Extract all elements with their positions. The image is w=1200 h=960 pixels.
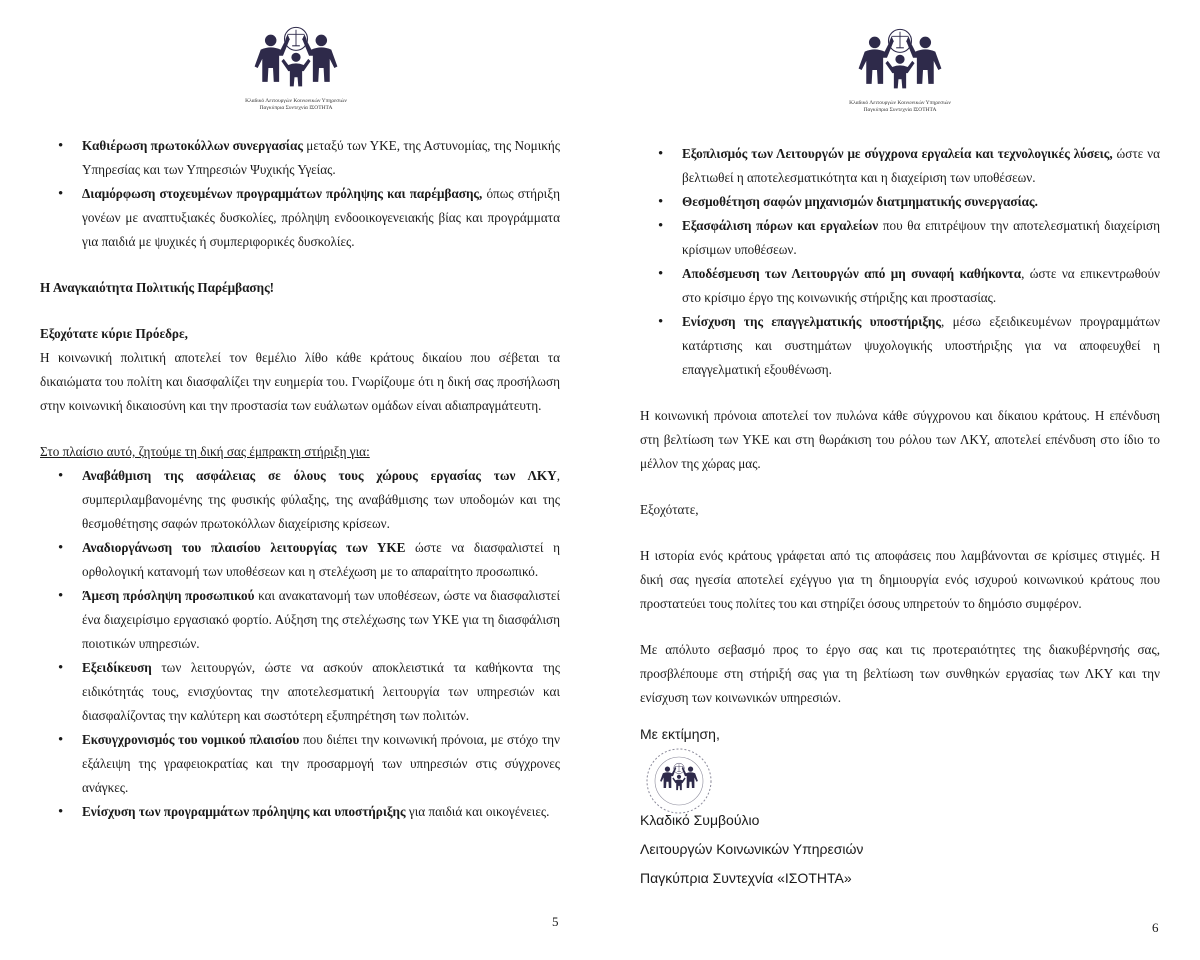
bullet-text: που θα επιτρέψουν την αποτελεσματική διαχείριση κρίσιμων υποθέσεων. [682,218,1160,257]
bullet-bold: Θεσμοθέτηση σαφών μηχανισμών διατμηματικής συνεργασίας. [682,194,1038,209]
closing: Με εκτίμηση, [640,726,720,742]
section-heading: Η Αναγκαιότητα Πολιτικής Παρέμβασης! [40,280,275,295]
bullet-text: ώστε να διασφαλιστεί η ορθολογική κατανομή των υποθέσεων και η στελέχωση με το απαραίτητο προσωπικό. [82,540,560,579]
bullet-bold: Αναδιοργάνωση του πλαισίου λειτουργίας των ΥΚΕ [82,540,406,555]
bullet-bold: Ενίσχυση της επαγγελματικής υποστήριξης [682,314,941,329]
list-item [640,214,1160,262]
bullet-text: , ώστε να επικεντρωθούν στο κρίσιμο έργο της κοινωνικής στήριξης και προστασίας. [682,266,1160,305]
bullet-text: μεταξύ των ΥΚΕ, της Αστυνομίας, της Νομικής Υπηρεσίας και των Υπηρεσιών Ψυχικής Υγείας. [82,138,561,177]
bullet-bold: Εκσυγχρονισμός του νομικού πλαισίου [82,732,300,747]
list-item [640,190,1160,214]
list-item [40,584,560,656]
list-item [640,142,1160,190]
request-bullet-list [40,464,560,824]
history-paragraph: Η ιστορία ενός κράτους γράφεται από τις αποφάσεις που λαμβάνονται σε κρίσιμες στιγμές. Η δική σας ηγεσία αποτελεί εχέγγυο για τη δημιουργία ενός ισχυρού κοινωνικού κράτους που προστατεύει τους πολίτες του και στηρίζει όσους υπηρετούν το δημόσιο συμφέρον. [640,548,1160,611]
signatory-line-3: Παγκύπρια Συντεχνία «ΙΣΟΤΗΤΑ» [640,870,852,886]
bullet-text: , συμπεριλαμβανομένης της φυσικής φύλαξης, της αναβάθμισης των υποδομών και της θεσμοθέτησης σαφών πρωτοκόλλων διαχείρισης κρίσεων. [82,468,560,531]
salutation: Εξοχότατε, [640,502,699,517]
bullet-text: και ανακατανομή των υποθέσεων, ώστε να διασφαλιστεί ένα διαχειρίσιμο εργασιακό φορτίο. Αύξηση της στελέχωσης των ΥΚΕ για τη διασφάλιση ποιοτικών υπηρεσιών. [82,588,560,651]
logo-caption-line1: Κλαδικό Λειτουργών Κοινωνικών Υπηρεσιών [245,98,347,104]
bullet-text: όπως στήριξη γονέων με αναπτυξιακές δυσκολίες, πρόληψη ενδοοικογενειακής βίας και προγράμματα για παιδιά με ψυχικές ή συμπεριφορικές δυσκολίες. [82,186,560,249]
list-item [40,536,560,584]
cooperation-bullet-list [40,134,560,254]
bullet-text: που διέπει την κοινωνική πρόνοια, με στόχο την εξάλειψη της γραφειοκρατίας και την προσαρμογή των υπηρεσιών στις σύγχρονες ανάγκες. [82,732,560,795]
list-item [40,728,560,800]
bullet-text: ώστε να βελτιωθεί η αποτελεσματικότητα και η διαχείριση των υποθέσεων. [682,146,1160,185]
bullet-bold: Ενίσχυση των προγραμμάτων πρόληψης και υποστήριξης [82,804,406,819]
signatory-line-1: Κλαδικό Συμβούλιο [640,812,760,828]
bullet-text: των λειτουργών, ώστε να ασκούν αποκλειστικά τα καθήκοντα της ειδικότητάς τους, ενισχύοντας την αποτελεσματική λειτουργία των υπηρεσιών και διασφαλίζοντας την καλύτερη και σωστότερη εξυπηρέτηση των πολιτών. [82,660,560,723]
page-5-body [40,134,560,824]
intro-paragraph: Η κοινωνική πολιτική αποτελεί τον θεμέλιο λίθο κάθε κράτους δικαίου που σέβεται τα δικαιώματα του πολίτη και διασφαλίζει την ευημερία του. Γνωρίζουμε ότι η δική σας προσήλωση στην κοινωνική δικαιοσύνη και την προστασία των ευάλωτων ομάδων είναι αδιαπραγμάτευτη. [40,350,560,413]
page-6-body [640,142,1160,710]
union-logo [226,12,366,112]
logo-caption-line2: Παγκύπρια Συντεχνία ΙΣΟΤΗΤΑ [259,105,333,111]
bullet-bold: Καθιέρωση πρωτοκόλλων συνεργασίας [82,138,303,153]
list-item [40,800,560,824]
bullet-bold: Εξειδίκευση [82,660,152,675]
bullet-bold: Άμεση πρόσληψη προσωπικού [82,588,255,603]
list-item [40,464,560,536]
page-number: 5 [552,914,559,929]
union-logo [826,14,974,114]
bullet-text: για παιδιά και οικογένειες. [405,804,550,819]
bullet-bold: Διαμόρφωση στοχευμένων προγραμμάτων πρόληψης και παρέμβασης, [82,186,483,201]
measures-bullet-list [640,142,1160,382]
list-item [640,310,1160,382]
family-scale-logo-icon [250,12,342,98]
list-item [40,182,560,254]
signatory-line-2: Λειτουργών Κοινωνικών Υπηρεσιών [640,841,864,857]
list-item [40,656,560,728]
logo-caption-line1: Κλαδικό Λειτουργών Κοινωνικών Υπηρεσιών [849,100,951,106]
list-item [640,262,1160,310]
salutation: Εξοχότατε κύριε Πρόεδρε, [40,326,188,341]
page-6 [600,0,1200,960]
bullet-bold: Αναβάθμιση της ασφάλειας σε όλους τους χώρους εργασίας των ΛΚΥ [82,468,557,483]
bullet-bold: Αποδέσμευση των Λειτουργών από μη συναφή καθήκοντα [682,266,1022,281]
page-number: 6 [1152,920,1159,935]
bullet-bold: Εξασφάλιση πόρων και εργαλείων [682,218,879,233]
list-item [40,134,560,182]
bullet-text: , μέσω εξειδικευμένων προγραμμάτων κατάρτισης και συστημάτων ψυχολογικής υποστήριξης για να αποφευχθεί η επαγγελματική εξουθένωση. [682,314,1161,377]
family-scale-logo-icon [854,14,946,100]
logo-caption-line2: Παγκύπρια Συντεχνία ΙΣΟΤΗΤΑ [863,107,937,113]
respect-paragraph: Με απόλυτο σεβασμό προς το έργο σας και τις προτεραιότητες της διακυβέρνησής σας, προσβλέπουμε στη στήριξή σας για τη βελτίωση των συνθηκών εργασίας των ΛΚΥ και την ενίσχυση των κοινωνικών υπηρεσιών. [640,642,1160,705]
bullet-bold: Εξοπλισμός των Λειτουργών με σύγχρονα εργαλεία και τεχνολογικές λύσεις, [682,146,1113,161]
request-intro: Στο πλαίσιο αυτό, ζητούμε τη δική σας έμπρακτη στήριξη για: [40,444,370,459]
welfare-paragraph: Η κοινωνική πρόνοια αποτελεί τον πυλώνα κάθε σύγχρονου και δίκαιου κράτους. Η επένδυση στη βελτίωση των ΥΚΕ και στη θωράκιση του ρόλου των ΛΚΥ, αποτελεί επένδυση στο ίδιο το μέλλον της χώρας μας. [640,408,1160,471]
